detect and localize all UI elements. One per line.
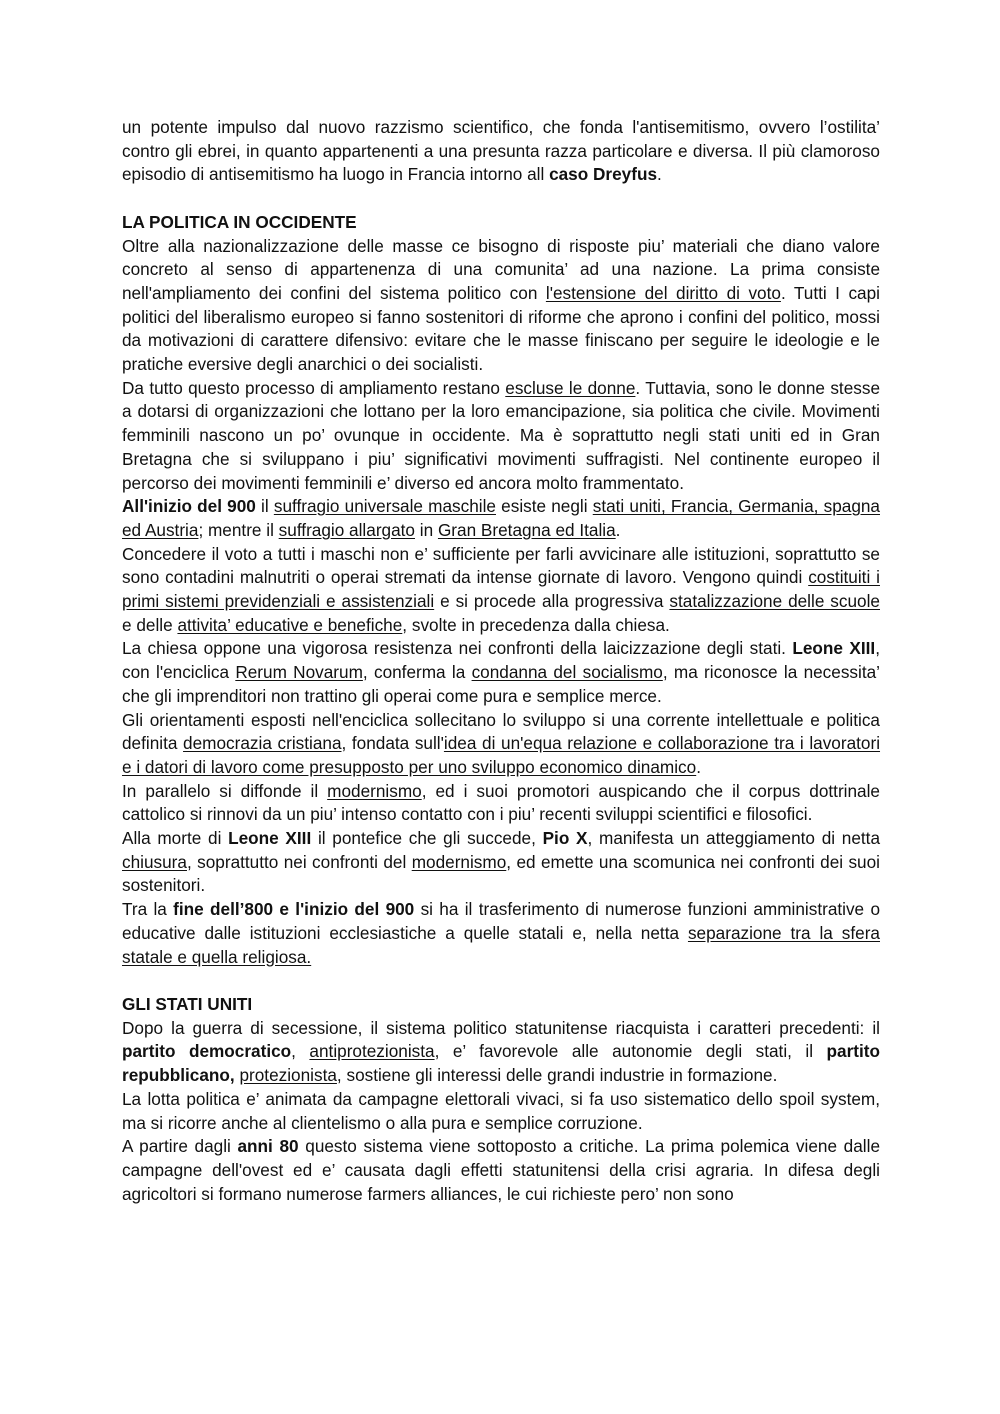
underlined-term: protezionista [239, 1065, 337, 1086]
underlined-term: modernismo [327, 780, 422, 801]
underlined-term: costituiti i primi sistemi previdenziali e assistenziali [122, 567, 880, 612]
text-run: , manifesta un atteggiamento di netta [587, 828, 881, 849]
text-run: , ed i suoi promotori auspicando che il corpus dottrinale cattolico si rinnovi da un piu’ intenso contatto con i piu’ recenti sviluppi scientifici e filosofici. [122, 780, 880, 825]
text-run: Gli orientamenti esposti nell'enciclica sollecitano lo sviluppo si una corrente intellettuale e politica definita [122, 709, 880, 754]
underlined-term: chiusura [122, 851, 187, 872]
section-heading-stati-uniti: GLI STATI UNITI [122, 993, 253, 1014]
paragraph-chiesa [122, 637, 880, 708]
text-run: in [415, 519, 438, 540]
text-run: . Tutti I capi politici del liberalismo europeo si fanno sostenitori di riforme che aprono i confini del politico, mossi da motivazioni di carattere difensivo: evitare che le masse finiscano per seguire le ideologie e le pratiche eversive degli anarchici o dei socialisti. [122, 282, 880, 375]
bold-term: All'inizio del 900 [122, 496, 256, 517]
section-heading-politica-occidente: LA POLITICA IN OCCIDENTE [122, 211, 357, 232]
section-spacer [122, 969, 880, 993]
text-run: , ed emette una scomunica nei confronti dei suoi sostenitori. [122, 851, 880, 896]
text-run: , [291, 1041, 310, 1062]
underlined-term: democrazia cristiana [183, 733, 342, 754]
text-run: Dopo la guerra di secessione, il sistema politico statunitense riacquista i caratteri precedenti: il [122, 1017, 880, 1038]
bold-term: fine dell’800 e l'inizio del 900 [173, 899, 415, 920]
text-run: Concedere il voto a tutti i maschi non e’ sufficiente per farli avvicinare alle istituzioni, soprattutto se sono contadini malnutriti o operai stremati da intense giornate di lavoro. Vengono quindi [122, 543, 880, 588]
bold-term: Pio X [542, 828, 588, 849]
section-spacer [122, 187, 880, 211]
text-run: In parallelo si diffonde il [122, 780, 328, 801]
text-run: . [615, 519, 621, 540]
text-run: , svolte in precedenza dalla chiesa. [402, 614, 670, 635]
underlined-term: modernismo [411, 851, 507, 872]
underlined-term: condanna del socialismo [471, 662, 663, 683]
text-run: il [255, 496, 274, 517]
bold-term: partito democratico [122, 1041, 292, 1062]
text-run: . [657, 164, 662, 185]
paragraph-previdenza [122, 543, 880, 638]
underlined-term: Gran Bretagna ed Italia [437, 519, 616, 540]
paragraph-democrazia-cristiana [122, 709, 880, 780]
text-run: il pontefice che gli succede, [311, 828, 543, 849]
underlined-term: separazione tra la sfera statale e quella religiosa. [122, 922, 880, 967]
intro-paragraph [122, 116, 880, 187]
underlined-term: escluse le donne [505, 377, 636, 398]
underlined-term: stati uniti, Francia, Germania, spagna ed Austria [122, 496, 880, 540]
paragraph-separazione [122, 898, 880, 969]
text-run: La chiesa oppone una vigorosa resistenza nei confronti della laicizzazione degli stati. [122, 638, 793, 659]
text-run: un potente impulso dal nuovo razzismo scientifico, che fonda l'antisemitismo, ovvero l’ostilita’ contro gli ebrei, in quanto appartenenti a una presunta razza particolare e diversa. Il più clamoroso episodio di antisemitismo ha luogo in Francia intorno all [122, 117, 880, 185]
text-run: , soprattutto nei confronti del [186, 851, 412, 872]
paragraph-voto [122, 235, 880, 377]
bold-term: caso Dreyfus [549, 164, 658, 185]
text-run: , conferma la [362, 662, 472, 683]
paragraph-suffragio [122, 495, 880, 542]
text-run: La lotta politica e’ animata da campagne elettorali vivaci, si fa uso sistematico dello spoil system, ma si ricorre anche al clientelismo o alla pura e semplice corruzione. [122, 1088, 880, 1133]
text-run: si ha il trasferimento di numerose funzioni amministrative o educative dalle istituzioni ecclesiastiche a quelle statali e, nella netta [122, 899, 880, 943]
paragraph-pio-x [122, 827, 880, 898]
text-run: esiste negli [495, 496, 593, 517]
paragraph-modernismo [122, 780, 880, 827]
paragraph-partiti [122, 1017, 880, 1088]
underlined-term: suffragio universale maschile [273, 496, 496, 517]
text-run: , sostiene gli interessi delle grandi industrie in formazione. [336, 1065, 778, 1086]
text-run: e delle [122, 614, 178, 635]
text-run: e si procede alla progressiva [434, 591, 670, 612]
paragraph-anni-80 [122, 1135, 880, 1206]
text-run: . [696, 756, 701, 777]
text-run: , con l'enciclica [122, 638, 880, 683]
document-page [122, 116, 880, 1206]
text-run: . Tuttavia, sono le donne stesse a dotarsi di organizzazioni che lottano per la loro emancipazione, sia politica che civile. Movimenti femminili nascono un po’ ovunque in occidente. Ma è soprattutto negli stati uniti ed in Gran Bretagna che si sviluppano i piu’ significativi movimenti suffragisti. Nel continente europeo il percorso dei movimenti femminili e’ diverso ed ancora molto frammentato. [122, 377, 881, 493]
text-run: Da tutto questo processo di ampliamento restano [122, 377, 506, 398]
text-run: Tra la [122, 899, 174, 920]
underlined-term: idea di un'equa relazione e collaborazione tra i lavoratori e i datori di lavoro come presupposto per uno sviluppo economico dinamico [122, 733, 881, 777]
bold-term: partito repubblicano, [122, 1041, 880, 1086]
text-run: ; mentre il [198, 519, 279, 540]
text-run: , fondata sull' [341, 733, 444, 754]
underlined-term: attivita’ educative e benefiche [177, 614, 403, 635]
underlined-term: statalizzazione delle scuole [669, 591, 880, 612]
underlined-term: antiprotezionista [309, 1041, 435, 1062]
bold-term: Leone XIII [228, 828, 312, 849]
text-run: A partire dagli [122, 1136, 238, 1157]
text-run: , ma riconosce la necessita’ che gli imprenditori non trattino gli operai come pura e semplice merce. [122, 662, 880, 706]
text-run: Oltre alla nazionalizzazione delle masse ce bisogno di risposte piu’ materiali che diano valore concreto al senso di appartenenza di una comunita’ ad una nazione. La prima consiste nell'ampliamento dei confini del sistema politico con [122, 235, 880, 303]
bold-term: Leone XIII [792, 638, 876, 659]
underlined-term: Rerum Novarum [235, 662, 363, 683]
underlined-term: suffragio allargato [278, 519, 415, 540]
text-run: Alla morte di [122, 828, 229, 849]
text-run: , e’ favorevole alle autonomie degli stati, il [434, 1041, 827, 1062]
paragraph-lotta-politica [122, 1088, 880, 1135]
paragraph-donne [122, 377, 880, 496]
text-run: questo sistema viene sottoposto a critiche. La prima polemica viene dalle campagne dell'ovest ed e’ causata dagli effetti statunitensi della crisi agraria. In difesa degli agricoltori si formano numerose farmers alliances, le cui richieste pero’ non sono [122, 1136, 881, 1204]
underlined-term: l'estensione del diritto di voto [545, 282, 781, 303]
bold-term: anni 80 [237, 1136, 299, 1157]
